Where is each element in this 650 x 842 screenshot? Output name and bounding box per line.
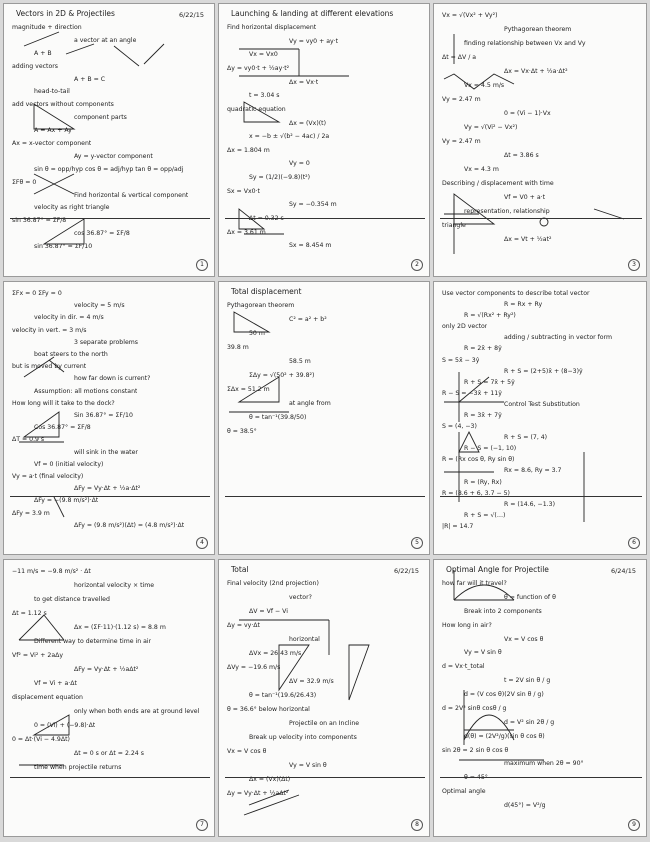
page-number: 9: [628, 819, 640, 831]
note-line: Δt = 0 s or Δt = 2.24 s: [74, 750, 144, 757]
note-line: Vy = a·t (final velocity): [12, 473, 84, 480]
note-line: Find horizontal displacement: [227, 24, 317, 31]
note-line: Pythagorean theorem: [504, 26, 572, 33]
note-line: Vf² = Vi² + 2aΔy: [12, 652, 64, 659]
note-line: Optimal angle: [442, 788, 486, 796]
note-line: d = 2V² sinθ cosθ / g: [442, 704, 507, 712]
note-line: adding vectors: [12, 62, 59, 70]
page-number: 1: [196, 259, 208, 271]
page-number: 6: [628, 537, 640, 549]
section-divider: [440, 777, 642, 778]
note-line: Vy = vy0 + ay·t: [289, 37, 339, 45]
note-line: x = −b ± √(b² − 4ac) / 2a: [249, 133, 330, 141]
note-line: Vy = 0: [289, 160, 310, 168]
note-line: R − S = −3x̂ + 11ŷ: [442, 389, 502, 397]
note-line: Different way to determine time in air: [34, 638, 152, 645]
note-line: ΔFy = Vy·Δt + ½aΔt²: [74, 666, 139, 673]
note-line: Δx = (Vx)(Δt): [249, 776, 291, 783]
page-date: 6/22/15: [178, 11, 204, 19]
note-line: Δy = Vy·Δt + ½aΔt²: [227, 790, 289, 797]
note-line: how far down is current?: [74, 375, 151, 383]
note-line: R + S = √(…): [464, 511, 506, 519]
note-line: Vy = √(Vi² − Vx²): [464, 124, 518, 131]
note-line: R = Rx + Ry: [504, 301, 543, 309]
section-divider: [225, 218, 425, 219]
note-line: Describing / displacement with time: [442, 180, 554, 187]
note-line: Assumption: all motions constant: [34, 387, 138, 395]
page-date: 6/24/15: [610, 567, 636, 575]
note-line: Rx = 8.6, Ry = 3.7: [504, 467, 562, 475]
note-line: Ax = x-vector component: [12, 140, 92, 147]
note-line: Δx = 1.804 m: [227, 146, 270, 154]
note-line: time when projectile returns: [34, 764, 122, 771]
note-line: Vy = V sin θ: [464, 649, 502, 657]
note-line: Vx = V cos θ: [504, 635, 544, 643]
note-line: Δx = Vt + ½at²: [504, 236, 552, 243]
note-line: R = (Rx cos θ, Ry sin θ): [442, 456, 515, 464]
note-line: Sx = Vx0·t: [227, 187, 260, 195]
note-line: Vx = Vx0: [249, 51, 278, 59]
notebook-page: [433, 559, 647, 837]
note-line: Vx = 4.3 m: [464, 166, 499, 173]
note-line: R = √(Rx² + Ry²): [464, 312, 516, 320]
page-number: 3: [628, 259, 640, 271]
note-line: R = (Ry, Rx): [464, 478, 502, 486]
note-line: Δx = Vx·Δt + ½a·Δt²: [504, 68, 568, 75]
note-line: Vf = 0 (initial velocity): [34, 460, 104, 468]
note-line: finding relationship between Vx and Vy: [464, 40, 586, 47]
note-line: ΣFx = 0 ΣFy = 0: [12, 290, 62, 297]
note-line: R − S = (−1, 10): [464, 445, 517, 453]
note-line: How long in air?: [442, 621, 492, 629]
note-line: t = 2V sin θ / g: [504, 677, 551, 685]
note-line: maximum when 2θ = 90°: [504, 760, 584, 768]
note-line: Sy = (1/2)(−9.8)(t²): [249, 174, 311, 182]
note-line: Pythagorean theorem: [227, 302, 295, 309]
note-line: will sink in the water: [74, 448, 138, 456]
note-line: ΔVx = 26.43 m/s: [249, 650, 302, 657]
notebook-page: [3, 559, 215, 837]
note-line: R = 3x̂ + 7ŷ: [464, 412, 502, 419]
note-line: Vx = V cos θ: [227, 748, 267, 755]
note-line: ΔVy = −19.6 m/s: [227, 664, 281, 671]
note-line: S = (4, −3): [442, 423, 477, 431]
note-line: Δt = ΔV / a: [442, 54, 477, 61]
page-number: 4: [196, 537, 208, 549]
page-number: 8: [411, 819, 423, 831]
note-line: sin 36.87° = ΣF/8: [12, 217, 67, 225]
note-line: Sx = 8.454 m: [289, 242, 332, 250]
note-line: Use vector components to describe total vector: [442, 290, 590, 297]
note-line: Cos 36.87° = ΣF/8: [34, 424, 91, 432]
note-line: displacement equation: [12, 694, 83, 701]
page-title: Total displacement: [231, 287, 302, 296]
note-line: d(45°) = V²/g: [504, 802, 546, 810]
note-line: velocity in dir. = 4 m/s: [34, 314, 104, 322]
notebook-page: [218, 281, 430, 555]
note-line: 0 = (Vi − 1)·Vx: [504, 110, 551, 117]
note-line: R + S = 7x̂ + 5ŷ: [464, 378, 515, 386]
note-line: horizontal velocity × time: [74, 582, 155, 589]
note-line: Vf = Vi + a·Δt: [34, 680, 77, 687]
note-line: add vectors without components: [12, 101, 114, 109]
sketch-stroke: [234, 312, 269, 332]
note-line: 0 = (Vi) + (−9.8)·Δt: [34, 722, 96, 729]
note-line: A + B: [34, 49, 52, 57]
note-line: θ = tan⁻¹(39.8/50): [249, 414, 307, 421]
note-line: 50 m: [249, 330, 265, 337]
page-number: 7: [196, 819, 208, 831]
note-line: boat steers to the north: [34, 351, 108, 358]
note-line: to get distance travelled: [34, 596, 110, 603]
note-line: θ = tan⁻¹(19.6/26.43): [249, 692, 317, 699]
notebook-page: [3, 3, 215, 277]
note-line: 0 = Δt·(Vi − 4.9Δt): [12, 736, 70, 743]
note-line: Δt = 1.12 s: [12, 610, 47, 617]
note-line: θ = function of θ: [504, 593, 556, 601]
note-line: but is moved by current: [12, 363, 87, 371]
note-line: a vector at an angle: [74, 36, 137, 44]
sketch-stroke: [66, 44, 94, 54]
section-divider: [10, 218, 210, 219]
note-line: d = (V cos θ)(2V sin θ / g): [464, 691, 544, 699]
note-line: Δt = 3.86 s: [504, 152, 539, 159]
notebook-page: [218, 3, 430, 277]
note-line: 3 separate problems: [74, 338, 139, 346]
note-line: R + S = (2+5)x̂ + (8−3)ŷ: [504, 367, 583, 375]
page-number: 5: [411, 537, 423, 549]
note-line: vector?: [289, 594, 312, 601]
note-line: adding / subtracting in vector form: [504, 334, 613, 342]
note-line: ΔV = 32.9 m/s: [289, 678, 334, 685]
note-line: Sin 36.87° = ΣF/10: [74, 412, 133, 419]
note-line: Control Test Substitution: [504, 400, 580, 408]
note-line: d = Vx·t_total: [442, 663, 485, 671]
note-line: ΔFy = Vy·Δt + ½a·Δt²: [74, 485, 141, 493]
note-line: ΔFy = 3.9 m: [12, 509, 50, 517]
note-line: ΣΔx = 51.2 m: [227, 386, 270, 393]
note-line: ΣΔy = √(50² + 39.8²): [249, 372, 315, 379]
note-line: Δx = (ΣF·11)·(1.12 s) = 8.8 m: [74, 624, 166, 631]
note-line: Sy = −0.354 m: [289, 201, 337, 209]
note-line: Break up velocity into components: [249, 734, 357, 741]
note-line: representation, relationship: [464, 208, 550, 215]
note-line: sin 2θ = 2 sin θ cos θ: [442, 746, 509, 754]
note-line: Δx = 3.61 m: [227, 228, 266, 236]
note-line: Vy = 2.47 m: [442, 96, 481, 103]
note-line: Ay = y-vector component: [74, 152, 153, 160]
note-line: how far will it travel?: [442, 580, 507, 587]
notebook-page: [218, 559, 430, 837]
note-line: 39.8 m: [227, 344, 249, 351]
note-line: ΔFy = (9.8 m/s²)(Δt) = (4.8 m/s²)·Δt: [74, 521, 185, 529]
section-divider: [10, 496, 210, 497]
note-line: horizontal: [289, 636, 320, 643]
page-date: 6/22/15: [393, 567, 419, 575]
note-line: cos 36.87° = ΣF/8: [74, 230, 130, 238]
note-line: component parts: [74, 114, 127, 122]
note-line: at angle from: [289, 400, 331, 407]
sketch-stroke: [114, 46, 139, 66]
note-line: θ = 45°: [464, 774, 488, 782]
note-line: Δx = Vx·t: [289, 78, 319, 86]
section-divider: [440, 496, 642, 497]
note-line: |R| = 14.7: [442, 522, 474, 530]
note-line: head-to-tail: [34, 88, 70, 96]
section-divider: [10, 777, 210, 778]
note-line: Projectile on an Incline: [289, 720, 360, 727]
section-divider: [225, 496, 425, 497]
note-line: −11 m/s = −9.8 m/s² · Δt: [12, 568, 91, 575]
note-line: sin θ = opp/hyp cos θ = adj/hyp tan θ = opp/adj: [34, 165, 184, 173]
note-line: C² = a² + b²: [289, 316, 327, 323]
note-line: Vx = 4.5 m/s: [464, 82, 505, 89]
note-line: ΔV = Vf − Vi: [249, 608, 288, 615]
note-line: Final velocity (2nd projection): [227, 580, 319, 587]
note-line: only when both ends are at ground level: [74, 708, 200, 715]
note-line: velocity in vert. = 3 m/s: [12, 326, 87, 334]
note-line: S = 5x̂ − 3ŷ: [442, 356, 480, 364]
sketch-stroke: [24, 32, 59, 46]
note-line: velocity as right triangle: [34, 204, 110, 212]
note-line: ΔFy = −(9.8 m/s²)·Δt: [34, 497, 99, 505]
note-line: θ = 36.6° below horizontal: [227, 706, 310, 713]
notebook-page: [3, 281, 215, 555]
note-line: d = V² sin 2θ / g: [504, 718, 555, 726]
sketch-stroke: [144, 44, 164, 64]
note-line: Δt = 0.32 s: [249, 215, 284, 223]
note-line: quadratic equation: [227, 105, 286, 113]
note-line: R = (8.6 + 6, 3.7 − 5): [442, 489, 510, 497]
note-line: magnitude + direction: [12, 24, 82, 31]
note-line: Find horizontal & vertical component: [74, 191, 189, 199]
note-line: A + B = C: [74, 75, 106, 83]
note-line: Δy = vy·Δt: [227, 622, 260, 629]
note-line: Vy = 2.47 m: [442, 138, 481, 145]
sketch-stroke: [349, 645, 369, 700]
note-line: t = 3.04 s: [249, 92, 280, 100]
note-line: Break into 2 components: [464, 607, 542, 615]
note-line: R + S = (7, 4): [504, 434, 548, 442]
note-line: R = 2x̂ + 8ŷ: [464, 345, 502, 353]
sketch-stroke: [244, 795, 299, 815]
note-line: ΣFθ = 0: [12, 178, 37, 186]
note-line: How long will it take to the dock?: [12, 399, 115, 407]
note-line: Δx = (Vx)(t): [289, 119, 326, 127]
section-divider: [225, 777, 425, 778]
note-line: θ = 38.5°: [227, 428, 257, 435]
notebook-page: [433, 3, 647, 277]
sketch-stroke: [540, 218, 548, 226]
note-line: d(θ) = (2V²/g)(sin θ cos θ): [464, 732, 545, 740]
page-title: Launching & landing at different elevations: [231, 9, 394, 18]
sketch-stroke: [44, 615, 64, 640]
note-line: Δy = vy0·t + ½ay·t²: [227, 64, 290, 72]
note-line: Vx = √(Vx² + Vy²): [442, 12, 498, 19]
note-line: sin 36.87° = ΣF/10: [34, 243, 93, 251]
note-line: triangle: [442, 222, 466, 229]
note-line: 58.5 m: [289, 358, 311, 365]
note-line: Vy = V sin θ: [289, 762, 327, 769]
note-line: R = (14.6, −1.3): [504, 500, 555, 508]
note-line: A = Ax + Ay: [34, 127, 72, 135]
notes-scan-grid: [3, 3, 647, 839]
note-line: only 2D vector: [442, 323, 488, 331]
note-line: Vf = V0 + a·t: [504, 194, 546, 201]
page-title: Optimal Angle for Projectile: [446, 565, 549, 574]
section-divider: [440, 218, 642, 219]
sketch-stroke: [19, 615, 44, 640]
note-line: ΔT = 0.9 s: [12, 436, 45, 444]
page-title: Total: [231, 565, 249, 574]
page-number: 2: [411, 259, 423, 271]
note-line: velocity = 5 m/s: [74, 302, 125, 310]
page-title: Vectors in 2D & Projectiles: [16, 9, 115, 18]
notebook-page: [433, 281, 647, 555]
